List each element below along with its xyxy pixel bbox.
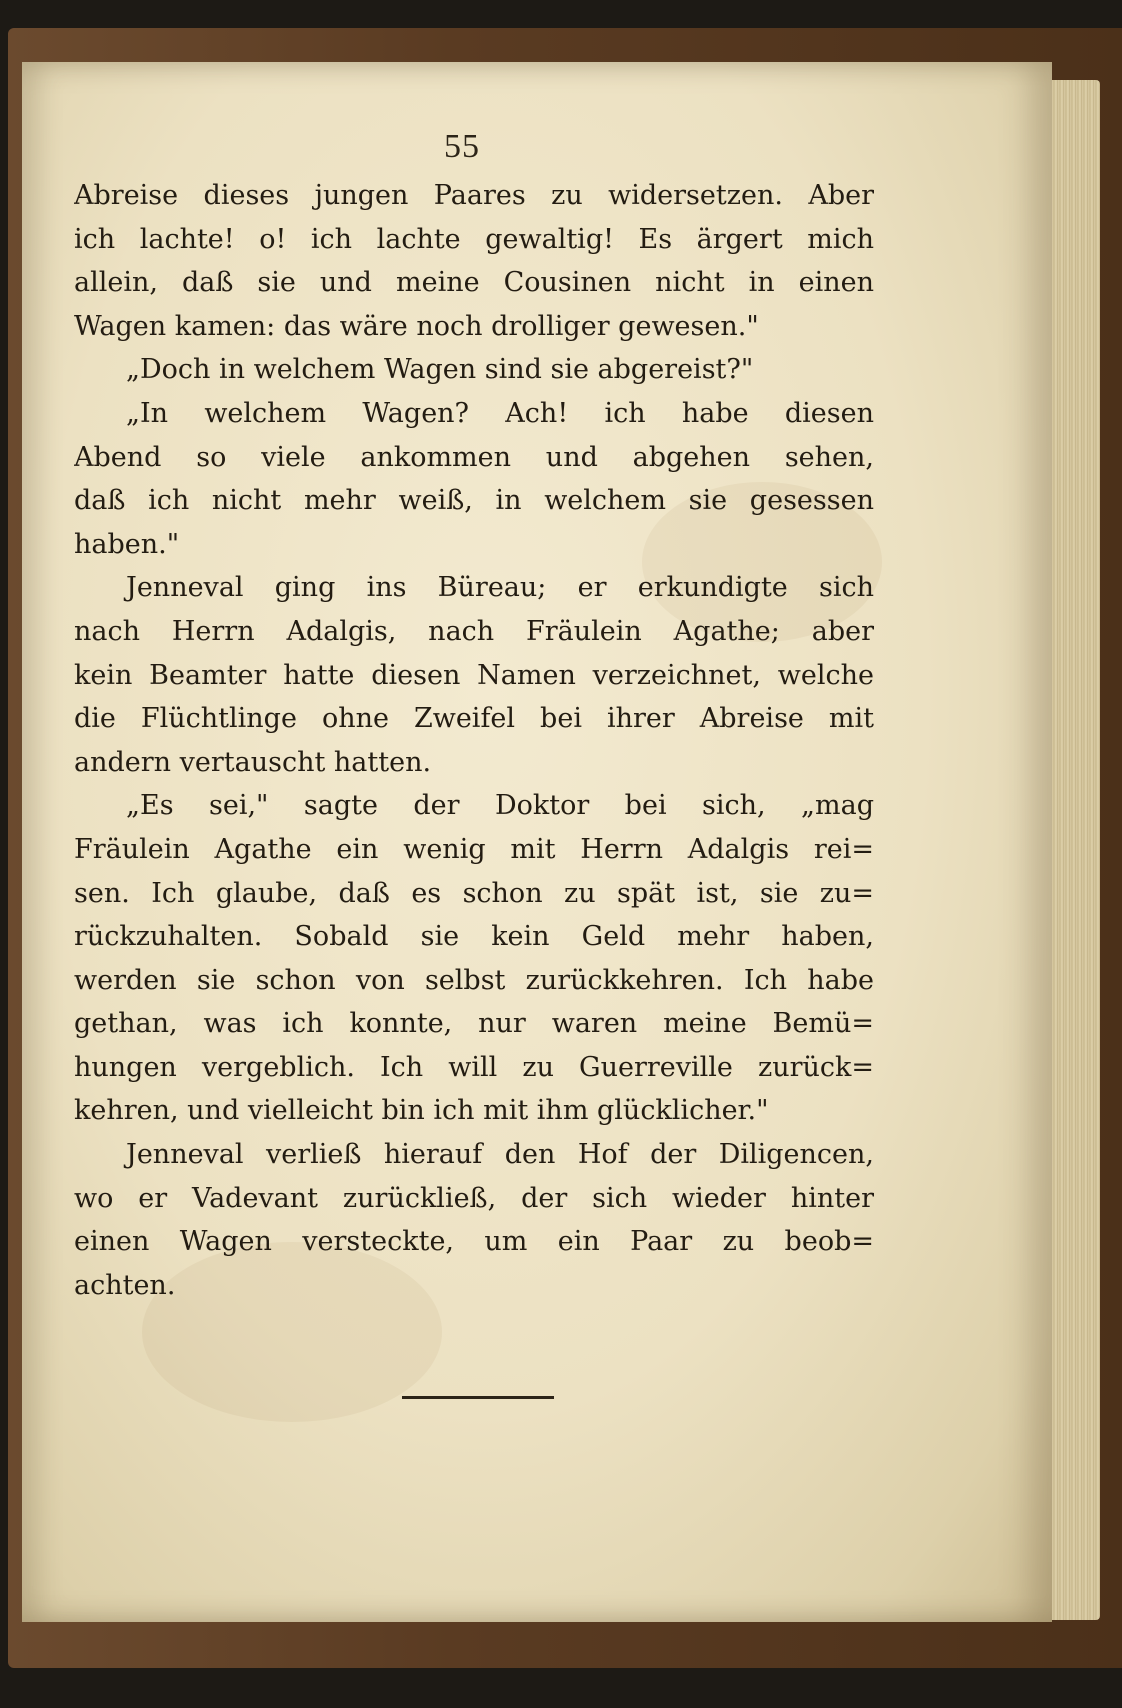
text-line: Abend so viele ankommen und abgehen sehen, [74,441,874,473]
text-line: Abreise dieses jungen Paares zu widersetzen. Aber [74,180,874,211]
text-line: „Es sei," sagte der Doktor bei sich, „mag [126,790,874,822]
end-rule [402,1396,554,1399]
text-line: kehren, und vielleicht bin ich mit ihm glücklicher." [74,1095,769,1127]
text-line: achten. [74,1269,176,1301]
text-line: allein, daß sie und meine Cousinen nicht in einen [74,267,874,299]
text-line: andern vertauscht hatten. [74,746,432,778]
text-line: die Flüchtlinge ohne Zweifel bei ihrer Abreise mit [74,703,874,735]
page-number: 55 [444,128,480,165]
text-line: wo er Vadevant zurückließ, der sich wieder hinter [74,1182,874,1214]
text-line: sen. Ich glaube, daß es schon zu spät ist, sie zu= [74,877,874,909]
text-line: ich lachte! o! ich lachte gewaltig! Es ärgert mich [74,223,874,255]
text-line: „In welchem Wagen? Ach! ich habe diesen [126,397,874,429]
text-line: kein Beamter hatte diesen Namen verzeichnet, welche [74,659,874,691]
text-line: einen Wagen versteckte, um ein Paar zu beob= [74,1226,874,1258]
body-text [74,174,874,1307]
text-line: gethan, was ich konnte, nur waren meine Bemü= [74,1008,874,1040]
text-line: haben." [74,528,180,560]
text-line: nach Herrn Adalgis, nach Fräulein Agathe; aber [74,615,874,647]
text-line: rückzuhalten. Sobald sie kein Geld mehr haben, [74,921,874,953]
text-line: Jenneval verließ hierauf den Hof der Diligencen, [126,1139,874,1171]
text-line: daß ich nicht mehr weiß, in welchem sie gesessen [74,485,874,517]
text-line: hungen vergeblich. Ich will zu Guerreville zurück= [74,1051,874,1083]
book-page [22,62,1052,1622]
text-line: Fräulein Agathe ein wenig mit Herrn Adalgis rei= [74,833,874,865]
text-line: Jenneval ging ins Büreau; er erkundigte sich [126,572,874,604]
text-line: „Doch in welchem Wagen sind sie abgereist?" [126,354,754,386]
text-line: werden sie schon von selbst zurückkehren. Ich habe [74,964,874,996]
text-line: Wagen kamen: das wäre noch drolliger gewesen." [74,310,759,342]
